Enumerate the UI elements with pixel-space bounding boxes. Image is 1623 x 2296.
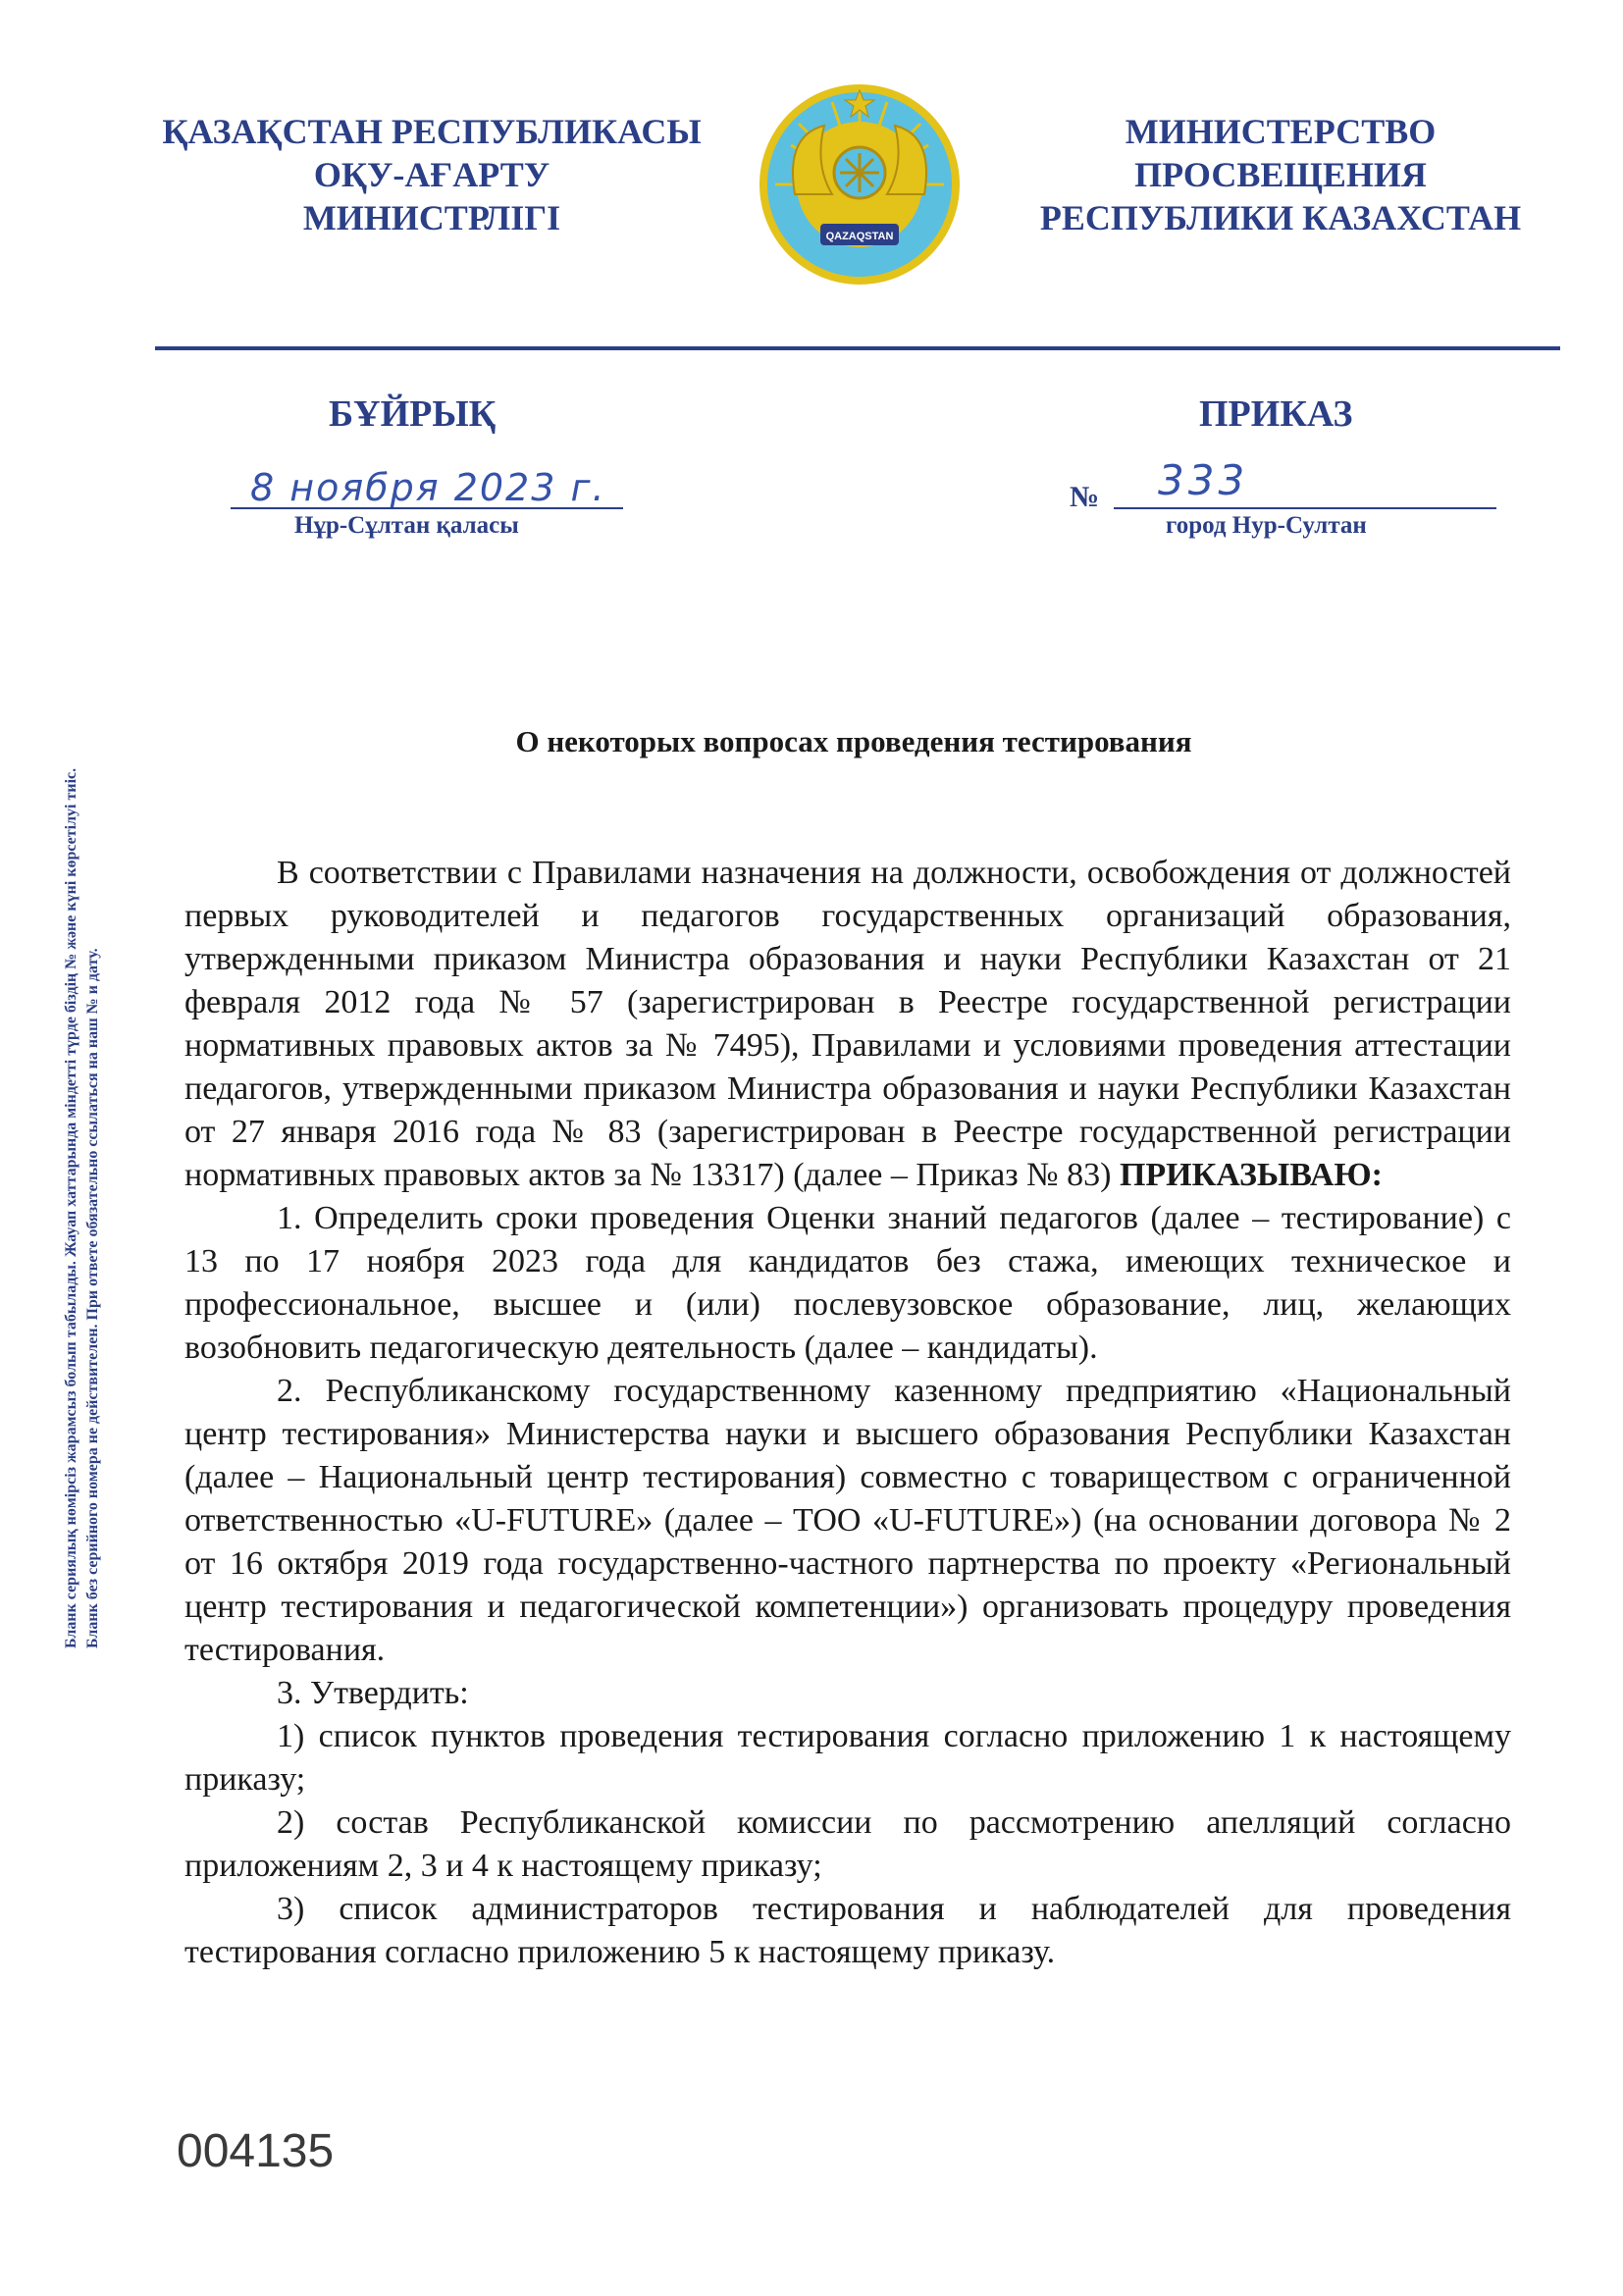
side-note [61,569,104,1648]
paragraph-3: 3. Утвердить: [277,1675,469,1711]
intro-text: В соответствии с Правилами назначения на должности, освобождения от должностей первых руководителей и педагогов государственных организаций образования, утвержденными приказом Министра образования и науки Республики Казахстан от 21 февраля 2012 года № 57 (зарегистрирован в Реестре государственной регистрации нормативных правовых актов за № 7495), Правилами и условиями проведения аттестации педагогов, утвержденными приказом Министра образования и науки Республики Казахстан от 27 января 2016 года № 83 (зарегистрирован в Реестре государственной регистрации нормативных правовых актов за № 13317) (далее – Приказ № 83) [184,855,1511,1193]
paragraph-3-2: 2) состав Республиканской комиссии по рассмотрению апелляций согласно приложениям 2, 3 и 4 к настоящему приказу; [184,1804,1511,1884]
order-title-kz: БҰЙРЫҚ [329,393,497,435]
order-title-ru: ПРИКАЗ [1199,393,1353,435]
serial-number: 004135 [177,2125,335,2177]
paragraph-1: 1. Определить сроки проведения Оценки знаний педагогов (далее – тестирование) с 13 по 17 ноября 2023 года для кандидатов без стажа, имеющих техническое и профессиональное, высшее и (или) послевузовское образование, лиц, желающих возобновить педагогическую деятельность (далее – кандидаты). [184,1200,1511,1366]
state-emblem-icon [756,77,964,296]
header-left-line: ҚАЗАҚСТАН РЕСПУБЛИКАСЫ [162,112,702,151]
order-word: ПРИКАЗЫВАЮ: [1119,1157,1383,1193]
side-note-line-ru: Бланк без серийного номера не действителен. При ответе обязательно ссылаться на наш № и дату. [84,948,101,1648]
city-kz: Нұр-Сұлтан қаласы [294,512,519,539]
document-title: О некоторых вопросах проведения тестирования [515,724,1192,758]
document-body [184,852,1511,1974]
header-left-line: ОҚУ-АҒАРТУ [313,155,550,194]
header-left-kz [128,110,736,239]
intro-paragraph [184,852,1511,1197]
paragraph-3-1: 1) список пунктов проведения тестирования согласно приложению 1 к настоящему приказу; [184,1718,1511,1798]
header-right-ru [986,110,1575,239]
paragraph-3-3: 3) список администраторов тестирования и наблюдателей для проведения тестирования согласно приложению 5 к настоящему приказу. [184,1891,1511,1970]
emblem-text: QAZAQSTAN [825,231,894,242]
header-right-line: РЕСПУБЛИКИ КАЗАХСТАН [1039,198,1522,237]
city-ru: город Нур-Султан [1166,512,1367,539]
date-underline [231,507,623,509]
number-sign: № [1070,481,1100,513]
header-right-line: ПРОСВЕЩЕНИЯ [1134,155,1427,194]
number-underline [1114,507,1496,509]
header-divider [155,346,1560,350]
paragraph-2: 2. Республиканскому государственному казенному предприятию «Национальный центр тестирования» Министерства науки и высшего образования Республики Казахстан (далее – Национальный центр тестирования) совместно с товариществом с ограниченной ответственностью «U-FUTURE» (далее – ТОО «U-FUTURE») (на основании договора № 2 от 16 октября 2019 года государственно-частного партнерства по проекту «Региональный центр тестирования и педагогической компетенции») организовать процедуру проведения тестирования. [184,1373,1511,1668]
header-left-line: МИНИСТРЛІГІ [302,198,561,237]
side-note-line-kz: Бланк сериялық нөмірсіз жарамсыз болып табылады. Жауап хаттарында міндетті түрде біздің № және күні көрсетілуі тиіс. [63,767,79,1648]
header-right-line: МИНИСТЕРСТВО [1125,112,1437,151]
order-number-handwritten: 333 [1158,456,1249,504]
order-date-handwritten: 8 ноября 2023 г. [250,466,606,509]
